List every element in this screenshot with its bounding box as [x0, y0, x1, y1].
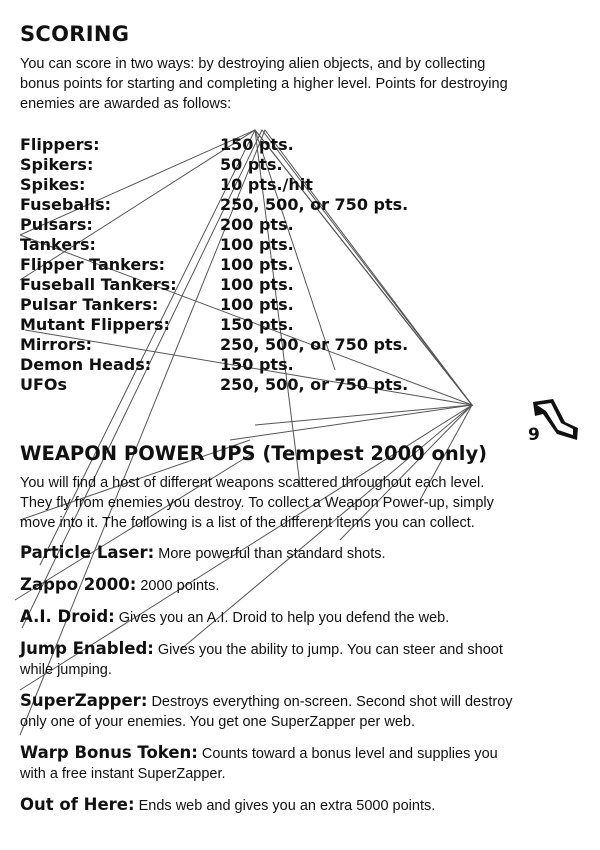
page-number: 9	[528, 425, 540, 445]
enemy-points: 250, 500, or 750 pts.	[220, 334, 409, 354]
score-row	[20, 214, 520, 234]
score-row	[20, 354, 520, 374]
powerup-name: Particle Laser:	[20, 543, 155, 562]
enemy-points: 250, 500, or 750 pts.	[220, 194, 409, 214]
powerup-description: More powerful than standard shots.	[158, 546, 386, 562]
scoring-table	[20, 134, 520, 394]
powerup-description: Ends web and gives you an extra 5000 points.	[138, 798, 436, 814]
score-row	[20, 334, 520, 354]
powerup-name: Jump Enabled:	[20, 639, 154, 658]
scoring-intro: You can score in two ways: by destroying alien objects, and by collecting bonus points for starting and completing a higher level. Points for destroying enemies are awarded as follows:	[20, 56, 508, 112]
score-row	[20, 194, 520, 214]
powerup-description: 2000 points.	[140, 578, 220, 594]
scoring-title: SCORING	[20, 22, 130, 46]
enemy-points: 100 pts.	[220, 234, 294, 254]
enemy-name: Spikes:	[20, 174, 86, 194]
powerup-item	[20, 743, 520, 784]
score-row	[20, 174, 520, 194]
powerup-description: Gives you an A.I. Droid to help you defend the web.	[118, 610, 450, 626]
enemy-points: 100 pts.	[220, 274, 294, 294]
powerup-description: Gives you the ability to jump. You can steer and shoot while jumping.	[20, 642, 503, 678]
enemy-name: Mirrors:	[20, 334, 92, 354]
score-row	[20, 234, 520, 254]
enemy-name: UFOs	[20, 374, 68, 394]
powerup-item	[20, 691, 520, 732]
enemy-points: 100 pts.	[220, 254, 294, 274]
powerup-description: Destroys everything on-screen. Second shot will destroy only one of your enemies. You get one SuperZapper per web.	[20, 694, 513, 730]
enemy-points: 150 pts.	[220, 354, 294, 374]
enemy-points: 250, 500, or 750 pts.	[220, 374, 409, 394]
enemy-name: Flipper Tankers:	[20, 254, 166, 274]
enemy-name: Flippers:	[20, 134, 100, 154]
powerup-list	[20, 543, 520, 816]
enemy-name: Fuseballs:	[20, 194, 112, 214]
powerups-title: WEAPON POWER UPS (Tempest 2000 only)	[20, 442, 488, 465]
enemy-points: 200 pts.	[220, 214, 294, 234]
enemy-name: Pulsars:	[20, 214, 93, 234]
enemy-points: 50 pts.	[220, 154, 283, 174]
manual-page	[20, 22, 520, 827]
enemy-points: 10 pts./hit	[220, 174, 313, 194]
powerup-name: A.I. Droid:	[20, 607, 115, 626]
enemy-name: Mutant Flippers:	[20, 314, 170, 334]
powerup-name: Out of Here:	[20, 795, 135, 814]
score-row	[20, 254, 520, 274]
powerup-item	[20, 543, 520, 564]
powerup-item	[20, 639, 520, 680]
enemy-name: Fuseball Tankers:	[20, 274, 177, 294]
enemy-name: Demon Heads:	[20, 354, 152, 374]
powerup-item	[20, 795, 520, 816]
powerup-item	[20, 575, 520, 596]
score-row	[20, 294, 520, 314]
powerup-name: Warp Bonus Token:	[20, 743, 198, 762]
powerups-intro: You will find a host of different weapons scattered throughout each level. They fly from enemies you destroy. To collect a Weapon Power-up, simply move into it. The following is a list of the different items you can collect.	[20, 475, 494, 531]
powerup-name: Zappo 2000:	[20, 575, 137, 594]
powerup-name: SuperZapper:	[20, 691, 148, 710]
score-row	[20, 134, 520, 154]
score-row	[20, 374, 520, 394]
powerup-description: Counts toward a bonus level and supplies you with a free instant SuperZapper.	[20, 746, 498, 782]
enemy-points: 150 pts.	[220, 134, 294, 154]
score-row	[20, 274, 520, 294]
enemy-points: 100 pts.	[220, 294, 294, 314]
enemy-name: Pulsar Tankers:	[20, 294, 159, 314]
score-row	[20, 314, 520, 334]
powerup-item	[20, 607, 520, 628]
enemy-name: Spikers:	[20, 154, 94, 174]
score-row	[20, 154, 520, 174]
enemy-points: 150 pts.	[220, 314, 294, 334]
enemy-name: Tankers:	[20, 234, 96, 254]
